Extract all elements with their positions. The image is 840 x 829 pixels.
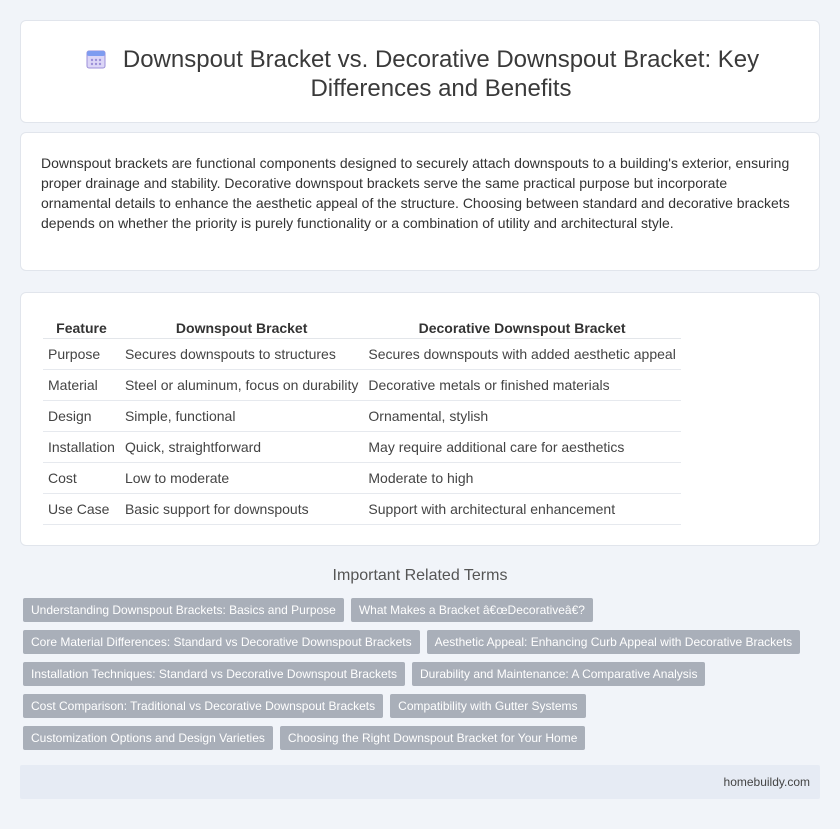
related-term-tag[interactable]: Choosing the Right Downspout Bracket for Your Home	[280, 726, 586, 750]
table-cell: Purpose	[43, 338, 120, 369]
table-cell: Use Case	[43, 493, 120, 524]
table-row	[43, 493, 681, 524]
table-cell: Moderate to high	[363, 462, 680, 493]
footer-site-link[interactable]: homebuildy.com	[723, 775, 810, 789]
table-row	[43, 462, 681, 493]
related-term-tag[interactable]: Aesthetic Appeal: Enhancing Curb Appeal with Decorative Brackets	[427, 630, 801, 654]
related-terms-list	[23, 598, 823, 758]
related-term-tag[interactable]: Cost Comparison: Traditional vs Decorative Downspout Brackets	[23, 694, 383, 718]
tag-row	[23, 662, 823, 686]
related-term-tag[interactable]: Core Material Differences: Standard vs Decorative Downspout Brackets	[23, 630, 420, 654]
tag-row	[23, 598, 823, 622]
tag-row	[23, 726, 823, 750]
column-header: Feature	[43, 313, 120, 338]
column-header: Downspout Bracket	[120, 313, 363, 338]
related-term-tag[interactable]: Installation Techniques: Standard vs Decorative Downspout Brackets	[23, 662, 405, 686]
table-cell: Steel or aluminum, focus on durability	[120, 369, 363, 400]
related-term-tag[interactable]: Understanding Downspout Brackets: Basics and Purpose	[23, 598, 344, 622]
table-cell: Simple, functional	[120, 400, 363, 431]
table-cell: Design	[43, 400, 120, 431]
related-term-tag[interactable]: Compatibility with Gutter Systems	[390, 694, 585, 718]
table-header-row	[43, 313, 681, 338]
table-cell: Low to moderate	[120, 462, 363, 493]
related-term-tag[interactable]: What Makes a Bracket â€œDecorativeâ€?	[351, 598, 593, 622]
header-card	[20, 20, 820, 123]
table-cell: Material	[43, 369, 120, 400]
tag-row	[23, 694, 823, 718]
table-cell: Secures downspouts with added aesthetic appeal	[363, 338, 680, 369]
table-cell: Cost	[43, 462, 120, 493]
intro-card	[20, 132, 820, 271]
column-header: Decorative Downspout Bracket	[363, 313, 680, 338]
table-row	[43, 338, 681, 369]
table-cell: Decorative metals or finished materials	[363, 369, 680, 400]
page-title: Downspout Bracket vs. Decorative Downspout Bracket: Key Differences and Benefits	[122, 46, 760, 102]
table-cell: May require additional care for aesthetics	[363, 431, 680, 462]
tag-row	[23, 630, 823, 654]
footer	[20, 765, 820, 799]
table-cell: Basic support for downspouts	[120, 493, 363, 524]
table-cell: Ornamental, stylish	[363, 400, 680, 431]
table-cell: Installation	[43, 431, 120, 462]
intro-text: Downspout brackets are functional components designed to securely attach downspouts to a building's exterior, ensuring proper drainage and stability. Decorative downspout brackets serve the same practical purpose but incorporate ornamental details to enhance the aesthetic appeal of the structure. Choosing between standard and decorative brackets depends on whether the priority is purely functionality or a combination of utility and architectural style.	[41, 155, 790, 231]
related-term-tag[interactable]: Durability and Maintenance: A Comparative Analysis	[412, 662, 705, 686]
table-cell: Support with architectural enhancement	[363, 493, 680, 524]
related-term-tag[interactable]: Customization Options and Design Varieties	[23, 726, 273, 750]
table-row	[43, 400, 681, 431]
related-terms-title: Important Related Terms	[332, 567, 508, 584]
table-cell: Quick, straightforward	[120, 431, 363, 462]
table-row	[43, 431, 681, 462]
table-row	[43, 369, 681, 400]
table-cell: Secures downspouts to structures	[120, 338, 363, 369]
comparison-table	[43, 313, 681, 525]
comparison-card	[20, 292, 820, 546]
